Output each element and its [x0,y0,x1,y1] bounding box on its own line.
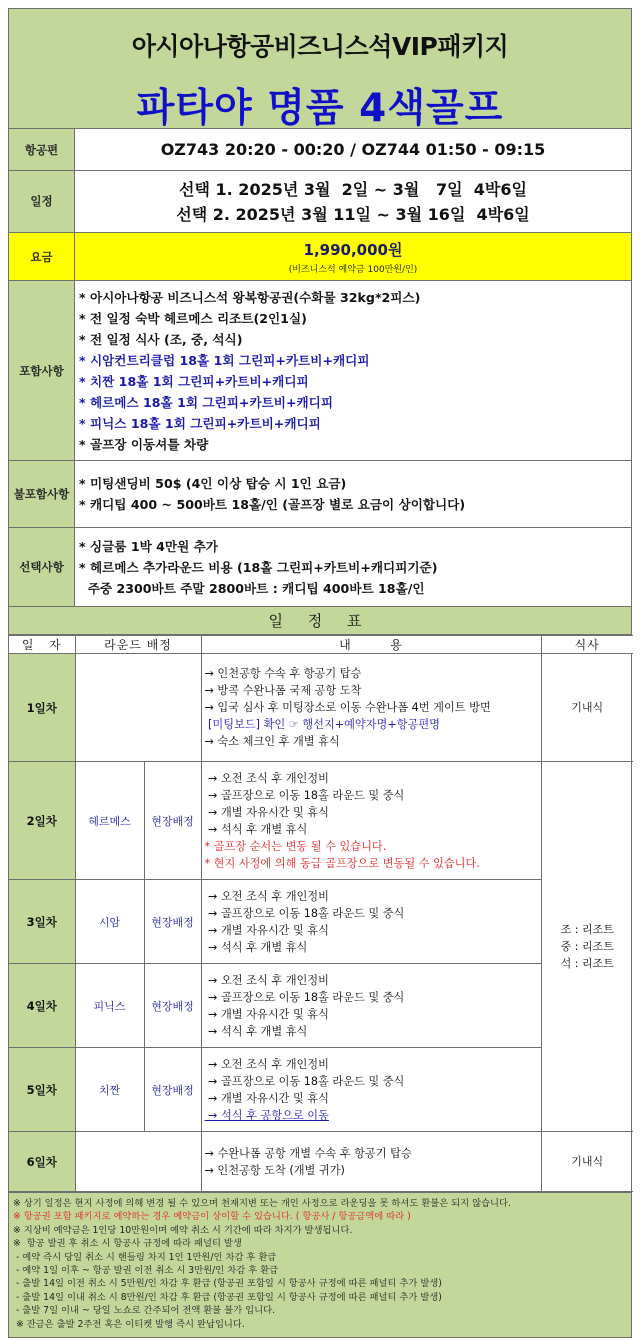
included-item: * 아시아나항공 비즈니스석 왕복항공권(수화물 32kg*2피스) [79,290,421,305]
day-label: 4일차 [9,964,75,1048]
itinerary-row [9,1132,633,1192]
content-line: * 현지 사정에 의해 동급 골프장으로 변동될 수 있습니다. [204,856,480,870]
itinerary-title: 일 정 표 [9,607,631,635]
day-content [201,880,541,964]
footer-notes [9,1192,631,1337]
day-content [201,964,541,1048]
flight-label: 항공편 [9,129,75,170]
tee-assignment: 현장배정 [144,964,201,1048]
content-line: → 수완나폼 공항 개별 수속 후 항공기 탑승 [204,1146,412,1160]
day-label: 1일차 [9,654,75,762]
meal-line: 중 : 리조트 [560,940,614,953]
tee-assignment: 현장배정 [144,880,201,964]
excluded-row [9,461,631,528]
itinerary-row [9,1048,633,1132]
included-label: 포함사항 [9,281,75,460]
col-header-meal: 식사 [541,636,633,654]
day-label: 2일차 [9,762,75,880]
content-line: → 오전 조식 후 개인정비 [204,889,329,903]
content-line: → 방콕 수완나폼 국제 공항 도착 [204,684,362,697]
footer-note: ※ 상기 일정은 현지 사정에 의해 변경 될 수 있으며 천재지변 또는 개인 사정으로 라운딩을 못 하셔도 환불은 되지 않습니다. [13,1198,511,1209]
col-header-round: 라운드 배정 [75,636,201,654]
content-line: → 개별 자유시간 및 휴식 [204,923,329,937]
footer-note: - 예약 1일 이후 ~ 항공 발권 이전 취소 시 3만원/인 차감 후 환급 [13,1265,279,1277]
optional-item: * 헤르메스 추가라운드 비용 (18홀 그린피+카트비+캐디피기준) [79,559,438,575]
content-line: → 인천공항 수속 후 항공기 탑승 [204,667,362,680]
footer-note: - 예약 즉시 당일 취소 시 핸들링 차지 1인 1만원/인 차감 후 환급 [13,1251,277,1263]
footer-note: ※ 지상비 예약금은 1인당 10만원이며 예약 취소 시 기간에 따라 차지가 발생됩니다. [13,1224,353,1236]
content-line: → 골프장으로 이동 18홀 라운드 및 중식 [204,1074,405,1088]
day-label: 6일차 [9,1132,75,1192]
optional-item: 주중 2300바트 주말 2800바트 : 캐디팁 400바트 18홀/인 [79,580,425,596]
flight-value: OZ743 20:20 - 00:20 / OZ744 01:50 - 09:15 [160,140,546,159]
day-content [201,1048,541,1132]
excluded-label: 불포함사항 [9,461,75,527]
content-line: → 석식 후 개별 휴식 [204,822,308,836]
included-item: * 치짠 18홀 1회 그린피+카트비+캐디피 [79,374,309,389]
meal-cell: 기내식 [541,1132,633,1192]
included-item: * 골프장 이동셔틀 차량 [79,437,209,452]
content-line: → 숙소 체크인 후 개별 휴식 [204,735,340,748]
day-content [201,1132,541,1192]
golf-course: 헤르메스 [75,762,144,880]
content-line: → 개별 자유시간 및 휴식 [204,1007,329,1021]
footer-note: ※ 항공 발권 후 취소 시 항공사 규정에 따라 패널티 발생 [13,1238,242,1250]
optional-item: * 싱글룸 1박 4만원 추가 [79,538,218,554]
meal-cell-shared [541,762,633,1132]
optional-row [9,528,631,607]
included-item: * 피닉스 18홀 1회 그린피+카트비+캐디피 [79,416,321,431]
excluded-item: * 캐디팁 400 ~ 500바트 18홀/인 (골프장 별로 요금이 상이합니다) [79,497,466,512]
content-line: → 인천공항 도착 (개별 귀가) [204,1163,345,1177]
content-line: → 석식 후 개별 휴식 [204,1024,308,1038]
golf-course: 치짠 [75,1048,144,1132]
footer-note: ※ 항공권 포함 패키지로 예약하는 경우 예약금이 상이할 수 있습니다. ( 항공사 / 항공금액에 따라 ) [13,1211,411,1223]
itinerary-row [9,762,633,880]
day-content [201,762,541,880]
price-note: (비즈니스석 예약금 100만원/인) [288,264,418,275]
included-item: * 헤르메스 18홀 1회 그린피+카트비+캐디피 [79,395,333,410]
itinerary-row [9,654,633,762]
schedule-options [75,171,631,232]
flight-row [9,129,631,171]
content-line: [미팅보드] 확인 ☞ 행선지+예약자명+항공편명 [204,718,440,731]
schedule-option-2: 선택 2. 2025년 3월 11일 ~ 3월 16일 4박6일 [176,204,530,224]
package-sheet [8,8,632,1338]
included-item: * 전 일정 숙박 헤르메스 리조트(2인1실) [79,311,307,326]
golf-course: 피닉스 [75,964,144,1048]
meal-cell: 기내식 [541,654,633,762]
content-line: → 석식 후 개별 휴식 [204,940,308,954]
package-subtitle: 아시아나항공비즈니스석VIP패키지 [131,32,509,61]
content-line: → 골프장으로 이동 18홀 라운드 및 중식 [204,906,405,920]
excluded-list [75,461,631,527]
schedule-row [9,171,631,233]
footer-note: ※ 잔금은 출발 2주전 혹은 이티켓 발행 즉시 완납입니다. [13,1318,245,1330]
included-row [9,281,631,461]
round-empty [75,654,201,762]
schedule-label: 일정 [9,171,75,232]
day-content [201,654,541,762]
footer-note: - 출발 7일 이내 ~ 당일 노쇼로 간주되어 전액 환불 불가 입니다. [13,1305,276,1317]
col-header-day: 일 자 [9,636,75,654]
round-empty [75,1132,201,1192]
excluded-item: * 미팅샌딩비 50$ (4인 이상 탑승 시 1인 요금) [79,476,347,491]
day-label: 3일차 [9,880,75,964]
header [9,9,631,129]
meal-line: 조 : 리조트 [560,923,614,936]
package-title: 파타야 명품 4색골프 [136,86,504,131]
content-line: → 오전 조식 후 개인정비 [204,771,329,785]
content-line: → 개별 자유시간 및 휴식 [204,805,329,819]
footer-note: - 출발 14일 이내 취소 시 8만원/인 차감 후 환급 (항공권 포함일 시 항공사 규정에 따른 패널티 추가 발생) [13,1291,442,1303]
content-line: → 오전 조식 후 개인정비 [204,973,329,987]
price-row [9,233,631,281]
price-label: 요금 [9,233,75,280]
content-line: * 골프장 순서는 변동 될 수 있습니다. [204,839,387,853]
content-line: → 석식 후 공항으로 이동 [204,1108,329,1122]
content-line: → 골프장으로 이동 18홀 라운드 및 중식 [204,788,405,802]
included-item: * 전 일정 식사 (조, 중, 석식) [79,332,243,347]
content-line: → 오전 조식 후 개인정비 [204,1057,329,1071]
footer-note: - 출발 14일 이전 취소 시 5만원/인 차감 후 환급 (항공권 포함일 시 항공사 규정에 따른 패널티 추가 발생) [13,1278,442,1290]
optional-list [75,528,631,606]
itinerary-row [9,964,633,1048]
itinerary-table [9,635,633,1192]
meal-line: 석 : 리조트 [560,957,614,970]
included-list [75,281,631,461]
tee-assignment: 현장배정 [144,1048,201,1132]
price-value [75,233,631,280]
optional-label: 선택사항 [9,528,75,606]
golf-course: 시암 [75,880,144,964]
content-line: → 입국 심사 후 미팅장소로 이동 수완나폼 4번 게이트 방면 [204,701,491,714]
itinerary-row [9,880,633,964]
content-line: → 골프장으로 이동 18홀 라운드 및 중식 [204,990,405,1004]
tee-assignment: 현장배정 [144,762,201,880]
price-amount: 1,990,000원 [303,240,403,259]
schedule-option-1: 선택 1. 2025년 3월 2일 ~ 3월 7일 4박6일 [179,179,527,199]
content-line: → 개별 자유시간 및 휴식 [204,1091,329,1105]
included-item: * 시암컨트리클럽 18홀 1회 그린피+카트비+캐디피 [79,353,370,368]
col-header-content: 내 용 [201,636,541,654]
day-label: 5일차 [9,1048,75,1132]
